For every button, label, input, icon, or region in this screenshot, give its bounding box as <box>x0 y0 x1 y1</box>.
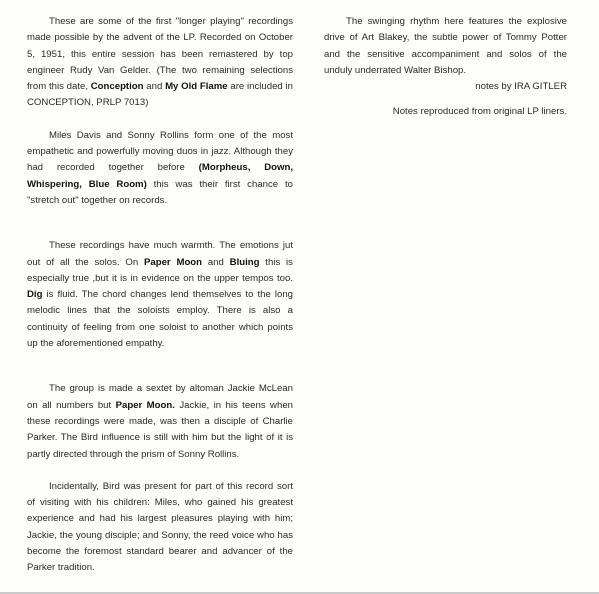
text-span: and <box>143 81 166 93</box>
track-title-my-old-flame: My Old Flame <box>165 81 228 93</box>
text-span: this was their first chance to "stretch out" together on records. <box>27 178 293 206</box>
paragraph-davis-rollins <box>27 128 293 209</box>
text-span: this is especially true ,but it is in evidence on the upper tempos too. <box>27 256 293 284</box>
track-list-earlier: (Morpheus, Down, Whispering, Blue Room) <box>27 162 293 190</box>
paragraph-bird <box>27 479 293 577</box>
track-title-paper-moon-2: Paper Moon. <box>115 399 175 411</box>
text-span: and <box>202 256 230 268</box>
paragraph-rhythm-section: The swinging rhythm here features the explosive drive of Art Blakey, the subtle power of Tommy Potter and the sensitive accompaniment and solos of the unduly underrated Walter Bishop. <box>324 16 567 76</box>
text-span: are included in CONCEPTION, PRLP 7013) <box>27 81 294 109</box>
left-column <box>27 14 293 577</box>
paragraph-sextet <box>27 381 293 462</box>
right-column <box>324 14 567 121</box>
text-span: The group is made a sextet by altoman Jackie McLean on all numbers but <box>27 383 293 411</box>
track-title-bluing: Bluing <box>229 256 260 268</box>
album-title-conception: Conception <box>90 81 144 93</box>
track-title-dig: Dig <box>27 289 43 301</box>
notes-credit: notes by IRA GITLER <box>475 81 567 93</box>
text-span: Jackie, in his teens when these recordings were made, was then a disciple of Charlie Parker. The Bird influence is still with him but the light of it is partly directed through the prism of Sonny Rollins. <box>27 399 293 460</box>
paragraph-warmth <box>27 238 293 352</box>
paragraph-recording-history <box>27 14 293 112</box>
text-span: These recordings have much warmth. The emotions jut out of all the solos. On <box>27 240 293 268</box>
track-title-paper-moon: Paper Moon <box>143 256 203 268</box>
text-span: Miles Davis and Sonny Rollins form one of the most empathetic and powerfully moving duos in jazz. Although they had recorded together before <box>27 129 293 174</box>
text-span: Incidentally, Bird was present for part of this record sort of visiting with his children: Miles, who gained his greatest experience and had his largest pleasures playing with him; Jackie, the young disciple; and Sonny, the reed voice who has become the foremost standard bearer and advancer of the Parker tradition. <box>27 480 293 574</box>
reproduced-note: Notes reproduced from original LP liners. <box>392 106 567 118</box>
text-span: These are some of the first "longer playing" recordings made possible by the advent of the LP. Recorded on October 5, 1951, this entire session has been remastered by top engineer Rudy Van Gelder. (The two remaining selections from this date, <box>27 16 293 93</box>
text-span: is fluid. The chord changes lend themselves to the long melodic lines that the soloists employ. There is also a continuity of feeling from one soloist to another which points up the aforementioned empathy. <box>27 289 293 350</box>
